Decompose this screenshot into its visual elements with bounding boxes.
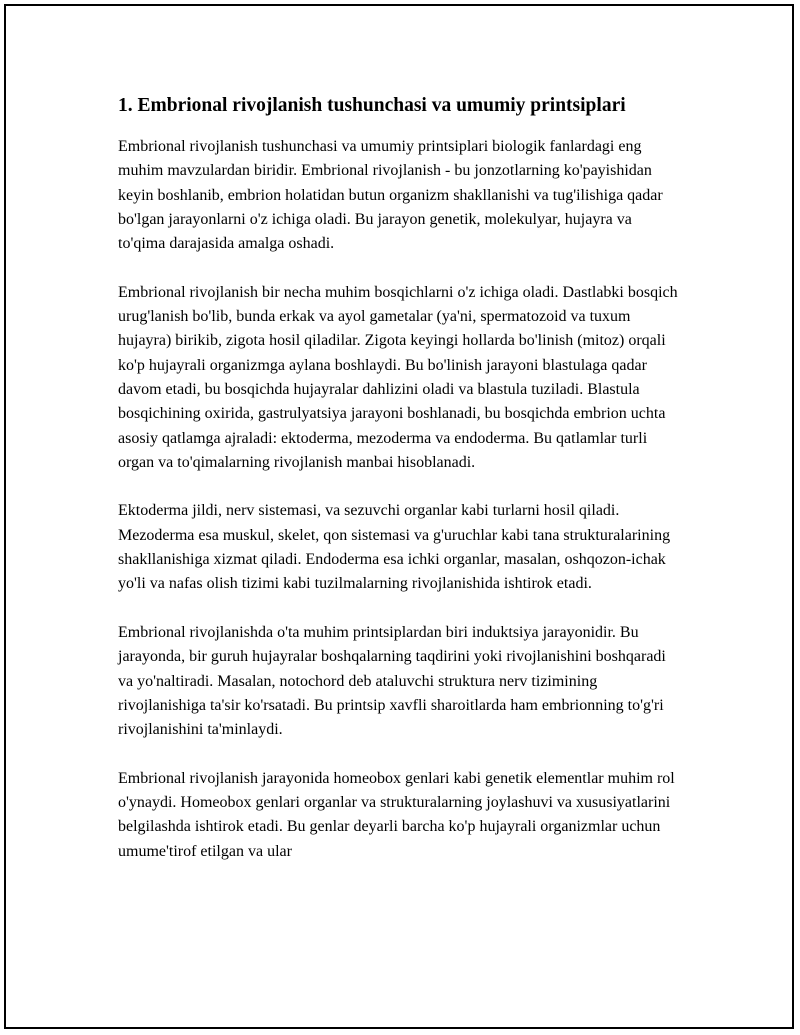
paragraph-1: Embrional rivojlanish tushunchasi va umumiy printsiplari biologik fanlardagi eng muhim mavzulardan biridir. Embrional rivojlanish - bu jonzotlarning ko'payishidan keyin boshlanib, embrion holatidan butun organizm shakllanishi va tug'ilishiga qadar bo'lgan jarayonlarni o'z ichiga oladi. Bu jarayon genetik, molekulyar, hujayra va to'qima darajasida amalga oshadi.: [118, 138, 663, 253]
paragraph-4: Embrional rivojlanishda o'ta muhim printsiplardan biri induktsiya jarayonidir. Bu jarayonda, bir guruh hujayralar boshqalarning taqdirini yoki rivojlanishini boshqaradi va yo'naltiradi. Masalan, notochord deb ataluvchi struktura nerv tizimining rivojlanishiga ta'sir ko'rsatadi. Bu printsip xavfli sharoitlarda ham embrionning to'g'ri rivojlanishini ta'minlaydi.: [118, 623, 666, 739]
paragraph-5: Embrional rivojlanish jarayonida homeobox genlari kabi genetik elementlar muhim rol o'ynaydi. Homeobox genlari organlar va strukturalarning joylashuvi va xususiyatlarini belgilashda ishtirok etadi. Bu genlar deyarli barcha ko'p hujayrali organizmlar uchun umume'tirof etilgan va ular: [118, 769, 675, 860]
paragraph-3: Ektoderma jildi, nerv sistemasi, va sezuvchi organlar kabi turlarni hosil qiladi. Mezoderma esa muskul, skelet, qon sistemasi va g'uruchlar kabi tana strukturalarining shakllanishiga xizmat qiladi. Endoderma esa ichki organlar, masalan, oshqozon-ichak yo'li va nafas olish tizimi kabi tuzilmalarning rivojlanishida ishtirok etadi.: [118, 502, 671, 593]
document-body: [118, 92, 680, 888]
paragraph-2: Embrional rivojlanish bir necha muhim bosqichlarni o'z ichiga oladi. Dastlabki bosqich urug'lanish bo'lib, bunda erkak va ayol gametalar (ya'ni, spermatozoid va tuxum hujayra) birikib, zigota hosil qiladilar. Zigota keyingi hollarda bo'linish (mitoz) orqali ko'p hujayrali organizmga aylana boshlaydi. Bu bo'linish jarayoni blastulaga qadar davom etadi, bu bosqichda hujayralar dahlizini oladi va blastula tuziladi. Blastula bosqichining oxirida, gastrulyatsiya jarayoni boshlanadi, bu bosqichda embrion uchta asosiy qatlamga ajraladi: ektoderma, mezoderma va endoderma. Bu qatlamlar turli organ va to'qimalarning rivojlanish manbai hisoblanadi.: [118, 283, 678, 471]
section-heading: 1. Embrional rivojlanish tushunchasi va umumiy printsiplari: [118, 95, 626, 116]
